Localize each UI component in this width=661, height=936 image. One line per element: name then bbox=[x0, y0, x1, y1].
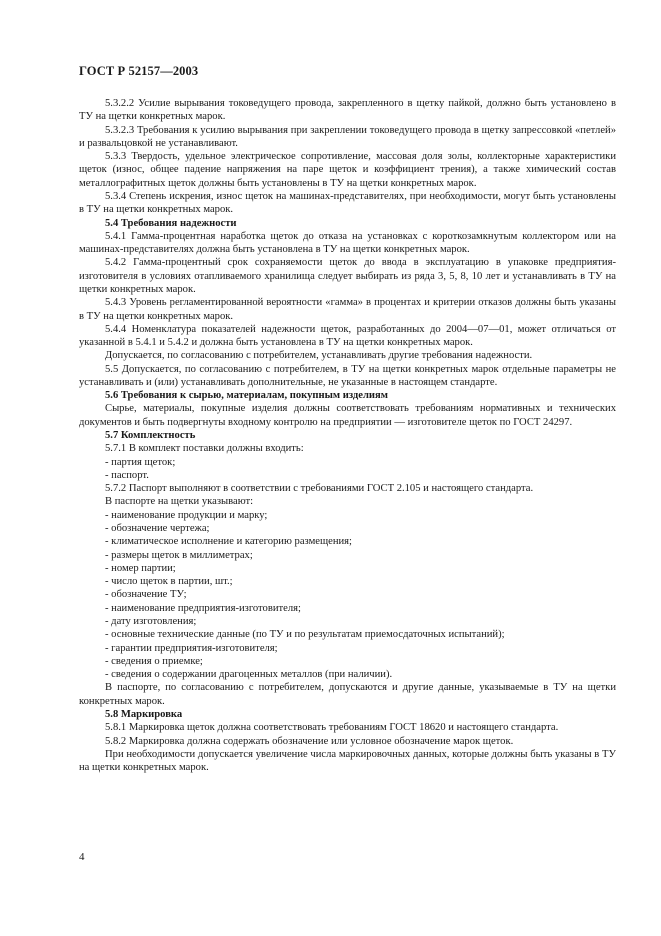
list-item: - основные технические данные (по ТУ и по результатам приемосдаточных испытаний); bbox=[105, 629, 505, 641]
document-body bbox=[79, 97, 616, 774]
paragraph: Сырье, материалы, покупные изделия должны соответствовать требованиям нормативных и технических документов и быть подвергнуты входному контролю на предприятии — изготовителе щеток по ГОСТ 24297. bbox=[79, 403, 616, 428]
section-heading: 5.7 Комплектность bbox=[105, 430, 196, 442]
list-item: - климатическое исполнение и категорию размещения; bbox=[105, 536, 352, 548]
paragraph: 5.4.2 Гамма-процентный срок сохраняемости щеток до ввода в эксплуатацию в упаковке предприятия-изготовителя в условиях отапливаемого хранилища следует выбирать из ряда 3, 5, 8, 10 лет и устанавливать в ТУ на щетки конкретных марок. bbox=[79, 257, 616, 295]
section-heading: 5.4 Требования надежности bbox=[105, 217, 237, 229]
list-item: - размеры щеток в миллиметрах; bbox=[105, 549, 253, 561]
list-item: - обозначение ТУ; bbox=[105, 589, 187, 601]
paragraph: В паспорте, по согласованию с потребителем, допускаются и другие данные, указываемые в ТУ на щетки конкретных марок. bbox=[79, 682, 616, 707]
paragraph: 5.3.2.2 Усилие вырывания токоведущего провода, закрепленного в щетку пайкой, должно быть установлено в ТУ на щетки конкретных марок. bbox=[79, 98, 616, 123]
paragraph: 5.4.3 Уровень регламентированной вероятности «гамма» в процентах и критерии отказов должны быть указаны в ТУ на щетки конкретных марок. bbox=[79, 297, 616, 322]
paragraph: 5.5 Допускается, по согласованию с потребителем, в ТУ на щетки конкретных марок отдельные параметры не устанавливать и (или) устанавливать дополнительные, не указанные в настоящем стандарте. bbox=[79, 363, 616, 388]
list-item: - сведения о содержании драгоценных металлов (при наличии). bbox=[105, 669, 393, 681]
paragraph: 5.3.2.3 Требования к усилию вырывания при закреплении токоведущего провода в щетку запрессовкой «петлей» и развальцовкой не устанавливают. bbox=[79, 124, 616, 149]
page-number: 4 bbox=[79, 851, 85, 863]
list-item: - паспорт. bbox=[105, 469, 149, 481]
list-item: - дату изготовления; bbox=[105, 615, 197, 627]
section-heading: 5.6 Требования к сырью, материалам, покупным изделиям bbox=[105, 390, 388, 402]
paragraph: 5.3.4 Степень искрения, износ щеток на машинах-представителях, при необходимости, могут быть установлены в ТУ на щетки конкретных марок. bbox=[79, 190, 616, 216]
paragraph: Допускается, по согласованию с потребителем, устанавливать другие требования надежности. bbox=[105, 350, 533, 362]
list-item: - номер партии; bbox=[105, 562, 176, 574]
paragraph: 5.8.1 Маркировка щеток должна соответствовать требованиям ГОСТ 18620 и настоящего стандарта. bbox=[105, 722, 559, 734]
paragraph: В паспорте на щетки указывают: bbox=[105, 496, 254, 508]
paragraph: 5.8.2 Маркировка должна содержать обозначение или условное обозначение марок щеток. bbox=[105, 735, 514, 747]
list-item: - обозначение чертежа; bbox=[105, 523, 210, 534]
section-heading: 5.8 Маркировка bbox=[105, 708, 183, 720]
paragraph: 5.7.2 Паспорт выполняют в соответствии с требованиями ГОСТ 2.105 и настоящего стандарта. bbox=[105, 483, 534, 495]
list-item: - число щеток в партии, шт.; bbox=[105, 576, 233, 588]
paragraph: 5.7.1 В комплект поставки должны входить: bbox=[105, 443, 304, 455]
list-item: - наименование продукции и марку; bbox=[105, 509, 268, 521]
paragraph: 5.4.1 Гамма-процентная наработка щеток до отказа на установках с короткозамкнутым коллектором или на машинах-представителях должна быть установлена в ТУ на щетки конкретных марок. bbox=[79, 230, 616, 256]
paragraph: При необходимости допускается увеличение числа маркировочных данных, которые должны быть указаны в ТУ на щетки конкретных марок. bbox=[79, 748, 616, 774]
paragraph: 5.4.4 Номенклатура показателей надежности щеток, разработанных до 2004—07—01, может отличаться от указанной в 5.4.1 и 5.4.2 и должна быть установлена в ТУ на щетки конкретных марок. bbox=[79, 323, 616, 349]
list-item: - партия щеток; bbox=[105, 456, 176, 468]
page-header: ГОСТ Р 52157—2003 bbox=[79, 64, 199, 78]
paragraph: 5.3.3 Твердость, удельное электрическое сопротивление, массовая доля золы, коллекторные характеристики щеток (износ, общее падение напряжения на паре щеток и коэффициент трения), а также химический состав металлографитных щеток должны быть установлены в ТУ на щетки конкретных марок. bbox=[79, 151, 616, 189]
list-item: - гарантии предприятия-изготовителя; bbox=[105, 642, 278, 654]
list-item: - сведения о приемке; bbox=[105, 655, 203, 667]
list-item: - наименование предприятия-изготовителя; bbox=[105, 602, 301, 614]
